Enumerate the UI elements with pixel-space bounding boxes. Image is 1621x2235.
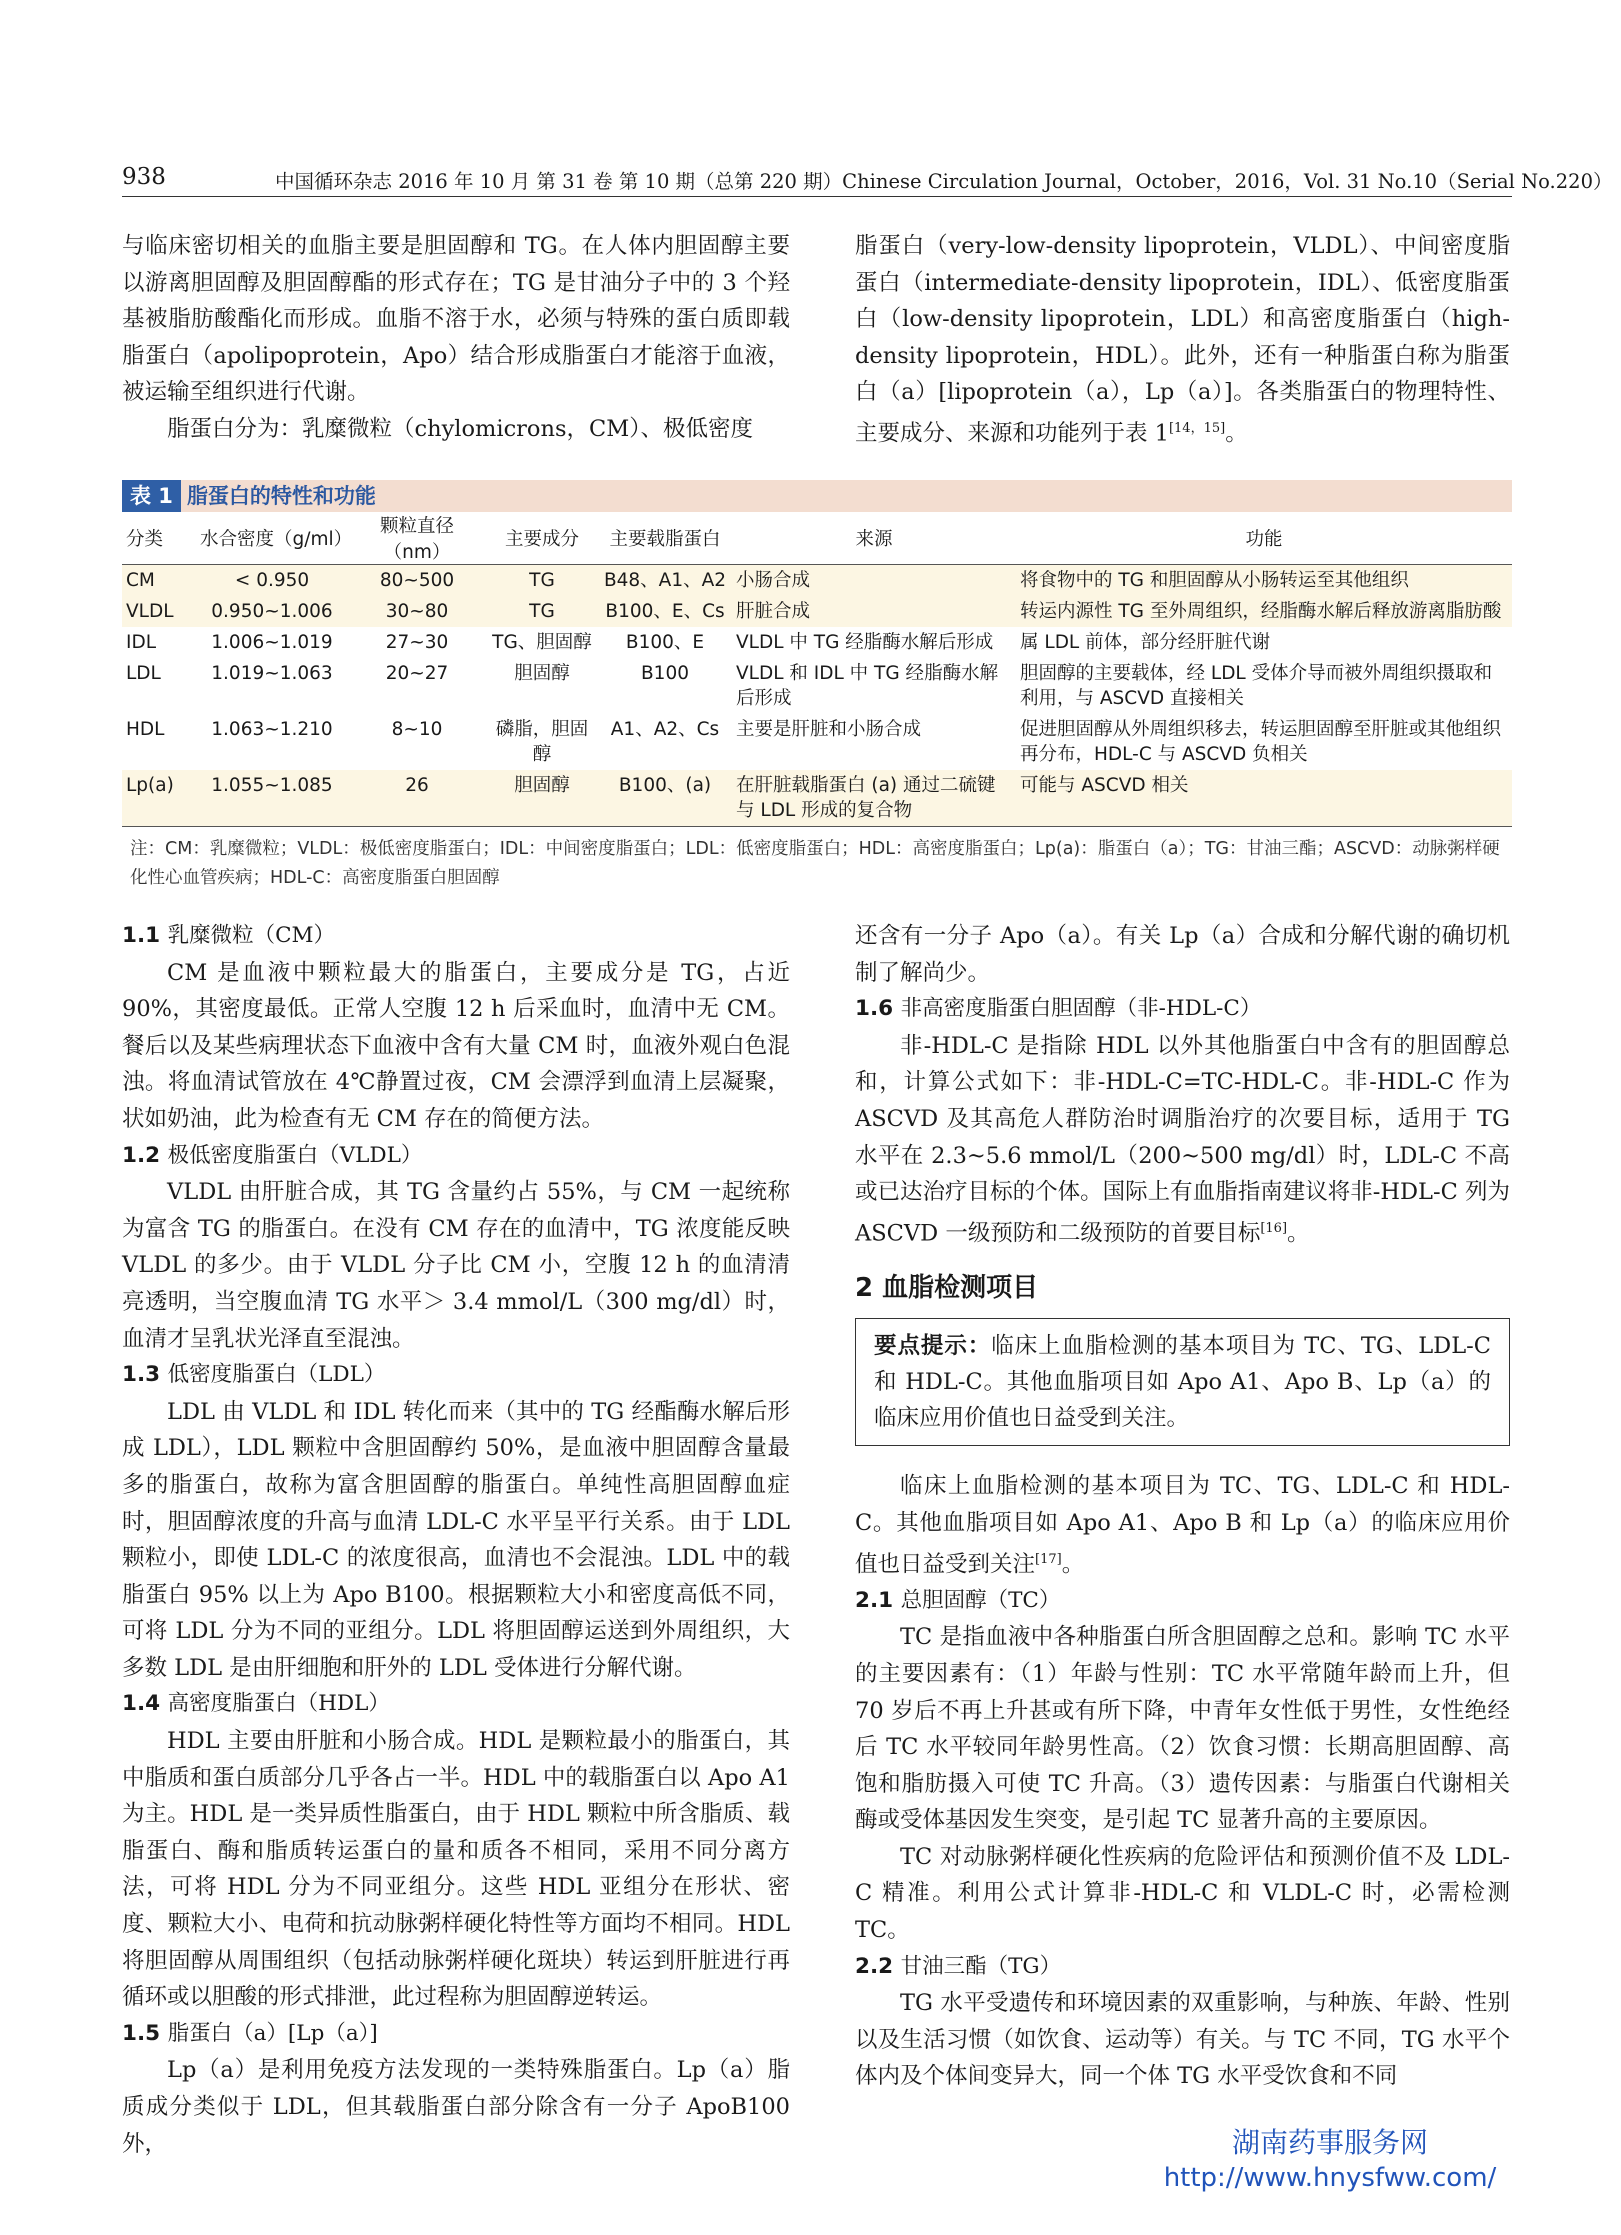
table-cell: HDL bbox=[126, 719, 165, 740]
watermark-url[interactable]: http://www.hnysfww.com/ bbox=[1163, 2163, 1497, 2193]
table-cell: 肝脏合成 bbox=[732, 596, 1016, 627]
table-cell: 20~27 bbox=[385, 663, 449, 684]
paragraph: VLDL 由肝脏合成，其 TG 含量约占 55%，与 CM 一起统称为富含 TG 的脂蛋白。在没有 CM 存在的血清中，TG 浓度能反映 VLDL 的多少。由于 VLDL 分子比 CM 小，空腹 12 h 的血清清亮透明，当空腹血清 TG 水平＞ 3.4 mmol/L（300 mg/dl）时，血清才呈乳状光泽直至混浊。 bbox=[122, 1179, 790, 1352]
table-cell: 1.006~1.019 bbox=[211, 632, 333, 653]
table-cell: B100、E、Cs bbox=[598, 596, 732, 627]
section-heading-1-5: 1.5 脂蛋白（a）[Lp（a）] bbox=[122, 2020, 378, 2046]
intro-left-column bbox=[122, 228, 790, 448]
column-header: 功能 bbox=[1016, 512, 1512, 565]
table-cell: TG、胆固醇 bbox=[492, 632, 592, 653]
key-points-label: 要点提示： bbox=[874, 1333, 992, 1360]
table-cell: 主要是肝脏和小肠合成 bbox=[736, 719, 922, 740]
paragraph: HDL 主要由肝脏和小肠合成。HDL 是颗粒最小的脂蛋白，其中脂质和蛋白质部分几乎各占一半。HDL 中的载脂蛋白以 Apo A1 为主。HDL 是一类异质性脂蛋白，由于 HDL 颗粒中所含脂质、载脂蛋白、酶和脂质转运蛋白的量和质各不相同，采用不同分离方法，可将 HDL 分为不同亚组分。这些 HDL 亚组分在形状、密度、颗粒大小、电荷和抗动脉粥样硬化特性等方面均不相同。HDL 将胆固醇从周围组织（包括动脉粥样硬化斑块）转运到肝脏进行再循环或以胆酸的形式排泄，此过程称为胆固醇逆转运。 bbox=[122, 1728, 790, 2011]
paragraph: LDL 由 VLDL 和 IDL 转化而来（其中的 TG 经酯酶水解后形成 LDL），LDL 颗粒中含胆固醇约 50%，是血液中胆固醇含量最多的脂蛋白，故称为富含胆固醇的脂蛋白。单纯性高胆固醇血症时，胆固醇浓度的升高与血清 LDL-C 水平呈平行关系。由于 LDL 颗粒小，即使 LDL-C 的浓度很高，血清也不会混浊。LDL 中的载脂蛋白 95% 以上为 Apo B100。根据颗粒大小和密度高低不同，可将 LDL 分为不同的亚组分。LDL 将胆固醇运送到外周组织，大多数 LDL 是由肝细胞和肝外的 LDL 受体进行分解代谢。 bbox=[122, 1398, 790, 1681]
table-title-bar bbox=[122, 480, 1512, 512]
paragraph: 非-HDL-C 是指除 HDL 以外其他脂蛋白中含有的胆固醇总和，计算公式如下：非-HDL-C=TC-HDL-C。非-HDL-C 作为 ASCVD 及其高危人群防治时调脂治疗的次要目标，适用于 TG 水平在 2.3~5.6 mmol/L（200~500 mg/dl）时，LDL-C 不高或已达治疗目标的个体。国际上有血脂指南建议将非-HDL-C 列为 ASCVD 一级预防和二级预防的首要目标[16]。 bbox=[855, 1032, 1510, 1247]
page-number: 938 bbox=[122, 164, 166, 190]
left-column bbox=[122, 918, 790, 2162]
column-header: 主要载脂蛋白 bbox=[598, 512, 732, 565]
table-cell: 1.055~1.085 bbox=[196, 770, 348, 827]
table-cell: 1.063~1.210 bbox=[211, 719, 333, 740]
table-cell: A1、A2、Cs bbox=[610, 719, 720, 740]
table-cell: 在肝脏载脂蛋白 (a) 通过二硫键与 LDL 形成的复合物 bbox=[732, 770, 1016, 827]
table-cell: B100 bbox=[640, 663, 689, 684]
table-cell: VLDL 中 TG 经脂酶水解后形成 bbox=[736, 632, 994, 653]
paragraph: TC 对动脉粥样硬化性疾病的危险评估和预测价值不及 LDL-C 精准。利用公式计算非-HDL-C 和 VLDL-C 时，必需检测 TC。 bbox=[855, 1843, 1510, 1944]
table-cell: 属 LDL 前体，部分经肝脏代谢 bbox=[1020, 632, 1271, 653]
running-header: 中国循环杂志 2016 年 10 月 第 31 卷 第 10 期（总第 220 期）Chinese Circulation Journal，October，2016，Vol. 31 No.10（Serial No.220） bbox=[275, 170, 1613, 193]
table-cell: 促进胆固醇从外周组织移去，转运胆固醇至肝脏或其他组织再分布，HDL-C 与 ASCVD 负相关 bbox=[1020, 719, 1502, 765]
table-row bbox=[122, 627, 1512, 658]
column-header: 主要成分 bbox=[486, 512, 598, 565]
section-heading-1-4: 1.4 高密度脂蛋白（HDL） bbox=[122, 1691, 390, 1717]
citation[interactable]: [14，15] bbox=[1168, 420, 1226, 436]
citation[interactable]: [17] bbox=[1035, 1551, 1062, 1567]
column-header: 来源 bbox=[732, 512, 1016, 565]
column-header: 颗粒直径（nm） bbox=[348, 512, 486, 565]
table-row bbox=[122, 565, 1512, 597]
table-cell: Lp(a) bbox=[122, 770, 196, 827]
section-heading-1-3: 1.3 低密度脂蛋白（LDL） bbox=[122, 1362, 386, 1388]
watermark-name: 湖南药事服务网 bbox=[1231, 2126, 1428, 2159]
table-label: 表 1 bbox=[122, 480, 181, 512]
table-cell: 胆固醇 bbox=[486, 770, 598, 827]
paragraph: 临床上血脂检测的基本项目为 TC、TG、LDL-C 和 HDL-C。其他血脂项目如 Apo A1、Apo B 和 Lp（a）的临床应用价值也日益受到关注[17]。 bbox=[855, 1473, 1510, 1578]
table-row bbox=[122, 770, 1512, 827]
lipoprotein-table bbox=[122, 512, 1512, 827]
section-heading-2-2: 2.2 甘油三酯（TG） bbox=[855, 1953, 1062, 1979]
citation[interactable]: [16] bbox=[1260, 1220, 1288, 1236]
table-row bbox=[122, 714, 1512, 770]
table-cell: 27~30 bbox=[385, 632, 449, 653]
table-cell: 将食物中的 TG 和胆固醇从小肠转运至其他组织 bbox=[1016, 565, 1512, 597]
paragraph: CM 是血液中颗粒最大的脂蛋白，主要成分是 TG，占近 90%，其密度最低。正常人空腹 12 h 后采血时，血清中无 CM。餐后以及某些病理状态下血液中含有大量 CM 时，血液外观白色混浊。将血清试管放在 4℃静置过夜，CM 会漂浮到血清上层凝聚，状如奶油，此为检查有无 CM 存在的简便方法。 bbox=[122, 959, 790, 1132]
key-points-box bbox=[855, 1318, 1510, 1446]
table-cell: IDL bbox=[126, 632, 157, 653]
table-cell: VLDL bbox=[122, 596, 196, 627]
table-cell: 胆固醇 bbox=[514, 663, 570, 684]
header-rule bbox=[122, 196, 1512, 197]
section-heading-1-1: 1.1 乳糜微粒（CM） bbox=[122, 923, 336, 948]
paragraph: TG 水平受遗传和环境因素的双重影响，与种族、年龄、性别以及生活习惯（如饮食、运动等）有关。与 TC 不同，TG 水平个体内及个体间变异大，同一个体 TG 水平受饮食和不同 bbox=[855, 1990, 1510, 2090]
paragraph: 与临床密切相关的血脂主要是胆固醇和 TG。在人体内胆固醇主要以游离胆固醇及胆固醇酯的形式存在；TG 是甘油分子中的 3 个羟基被脂肪酸酯化而形成。血脂不溶于水，必须与特殊的蛋白质即载脂蛋白（apolipoprotein，Apo）结合形成脂蛋白才能溶于血液，被运输至组织进行代谢。 bbox=[122, 233, 790, 406]
section-heading-1-2: 1.2 极低密度脂蛋白（VLDL） bbox=[122, 1142, 423, 1168]
table-cell: 可能与 ASCVD 相关 bbox=[1016, 770, 1512, 827]
table-cell: TG bbox=[486, 565, 598, 597]
table-cell: VLDL 和 IDL 中 TG 经脂酶水解后形成 bbox=[736, 663, 999, 709]
table-title: 脂蛋白的特性和功能 bbox=[186, 484, 376, 508]
paragraph: 脂蛋白分为：乳糜微粒（chylomicrons，CM）、极低密度 bbox=[167, 415, 754, 442]
section-heading-2: 2 血脂检测项目 bbox=[855, 1272, 1039, 1303]
table-cell: 小肠合成 bbox=[732, 565, 1016, 597]
table-row bbox=[122, 658, 1512, 714]
table-cell: LDL bbox=[126, 663, 161, 684]
column-header: 水合密度（g/ml） bbox=[196, 512, 348, 565]
watermark bbox=[1120, 2125, 1540, 2195]
table-cell: 胆固醇的主要载体，经 LDL 受体介导而被外周组织摄取和利用，与 ASCVD 直接相关 bbox=[1020, 663, 1493, 709]
table-cell: TG bbox=[486, 596, 598, 627]
table-cell: < 0.950 bbox=[196, 565, 348, 597]
paragraph: 还含有一分子 Apo（a）。有关 Lp（a）合成和分解代谢的确切机制了解尚少。 bbox=[855, 923, 1510, 986]
section-heading-2-1: 2.1 总胆固醇（TC） bbox=[855, 1587, 1061, 1613]
key-points-text: 临床上血脂检测的基本项目为 TC、TG、LDL-C 和 HDL-C。其他血脂项目如 Apo A1、Apo B、Lp（a）的临床应用价值也日益受到关注。 bbox=[874, 1333, 1491, 1432]
table-1 bbox=[122, 480, 1512, 893]
intro-right-column bbox=[855, 228, 1510, 452]
paragraph: TC 是指血液中各种脂蛋白所含胆固醇之总和。影响 TC 水平的主要因素有：（1）年龄与性别：TC 水平常随年龄而上升，但 70 岁后不再上升甚或有所下降，中青年女性低于男性，女性绝经后 TC 水平较同年龄男性高。（2）饮食习惯：长期高胆固醇、高饱和脂肪摄入可使 TC 升高。（3）遗传因素：与脂蛋白代谢相关酶或受体基因发生突变，是引起 TC 显著升高的主要原因。 bbox=[855, 1624, 1510, 1834]
table-cell: 转运内源性 TG 至外周组织，经脂酶水解后释放游离脂肪酸 bbox=[1016, 596, 1512, 627]
table-header-row bbox=[122, 512, 1512, 565]
table-cell: 8~10 bbox=[391, 719, 443, 740]
table-cell: 1.019~1.063 bbox=[211, 663, 333, 684]
table-cell: 26 bbox=[348, 770, 486, 827]
paragraph: Lp（a）是利用免疫方法发现的一类特殊脂蛋白。Lp（a）脂质成分类似于 LDL，但其载脂蛋白部分除含有一分子 ApoB100 外， bbox=[122, 2057, 790, 2157]
table-cell: B100、E bbox=[625, 632, 705, 653]
paragraph: 脂蛋白（very-low-density lipoprotein，VLDL）、中间密度脂蛋白（intermediate-density lipoprotein，IDL）、低密度脂蛋白（low-density lipoprotein，LDL）和高密度脂蛋白（high-density lipoprotein，HDL）。此外，还有一种脂蛋白称为脂蛋白（a）[lipoprotein（a），Lp（a）]。各类脂蛋白的物理特性、主要成分、来源和功能列于表 1[14，15]。 bbox=[855, 233, 1510, 447]
table-note: 注：CM：乳糜微粒；VLDL：极低密度脂蛋白；IDL：中间密度脂蛋白；LDL：低密度脂蛋白；HDL：高密度脂蛋白；Lp(a)：脂蛋白（a）；TG：甘油三酯；ASCVD：动脉粥样硬化性心血管疾病；HDL-C：高密度脂蛋白胆固醇 bbox=[130, 839, 1500, 888]
table-cell: B48、A1、A2 bbox=[598, 565, 732, 597]
section-heading-1-6: 1.6 非高密度脂蛋白胆固醇（非-HDL-C） bbox=[855, 996, 1262, 1022]
table-row bbox=[122, 596, 1512, 627]
table-cell: 磷脂，胆固醇 bbox=[495, 719, 589, 765]
right-column bbox=[855, 918, 1510, 2095]
table-cell: B100、(a) bbox=[598, 770, 732, 827]
table-cell: 30~80 bbox=[348, 596, 486, 627]
table-cell: 0.950~1.006 bbox=[196, 596, 348, 627]
table-cell: 80~500 bbox=[348, 565, 486, 597]
column-header: 分类 bbox=[122, 512, 196, 565]
table-cell: CM bbox=[122, 565, 196, 597]
